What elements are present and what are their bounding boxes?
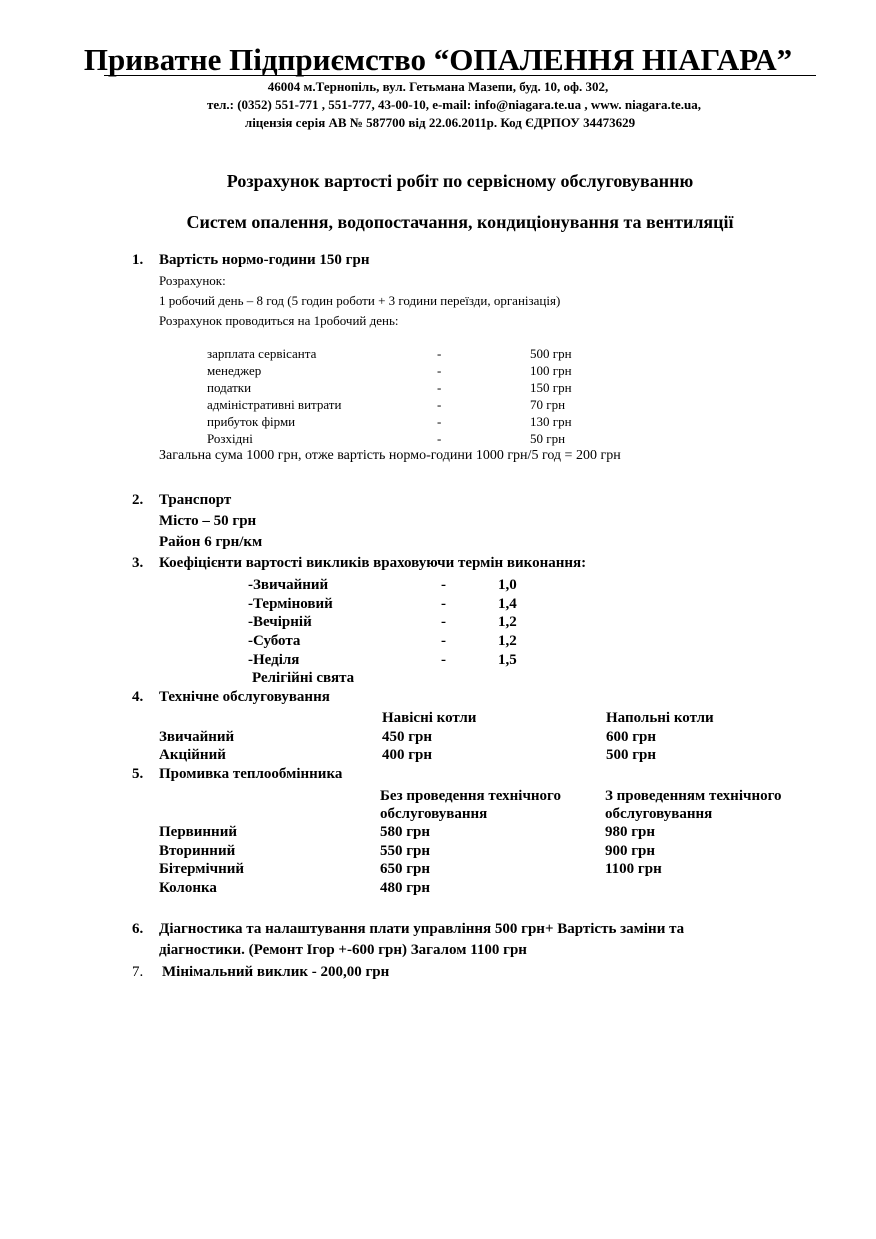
cost-item-name: прибуток фірми — [207, 414, 296, 429]
header-divider — [104, 75, 816, 76]
cost-item-value: 500 грн — [530, 346, 572, 361]
coefficient-dash: - — [441, 614, 446, 630]
price-cell: 400 грн — [382, 747, 433, 763]
cost-item-value: 50 грн — [530, 431, 566, 446]
row-label: Вторинний — [159, 843, 236, 859]
column-header: З проведенням технічного — [605, 788, 782, 804]
coefficient-dash: - — [441, 577, 446, 593]
section-3-heading: Коефіцієнти вартості викликів враховуючи термін виконання: — [159, 555, 587, 571]
cost-item-value: 70 грн — [530, 397, 566, 412]
coefficient-name: -Вечірній — [248, 614, 312, 630]
coefficient-value: 1,2 — [498, 614, 517, 630]
cost-item-value: 150 грн — [530, 380, 572, 395]
row-label: Первинний — [159, 824, 237, 840]
section-7-text: Мінімальний виклик - 200,00 грн — [162, 964, 390, 980]
price-cell: 980 грн — [605, 824, 656, 840]
company-name: Приватне Підприємство “ОПАЛЕННЯ НІАГАРА” — [83, 42, 793, 77]
row-label: Звичайний — [159, 729, 235, 745]
coefficient-name: -Терміновий — [248, 596, 333, 612]
column-header: Без проведення технічного — [380, 788, 561, 804]
cost-item-dash: - — [437, 380, 442, 395]
transport-city: Місто – 50 грн — [159, 513, 257, 529]
coefficient-dash: - — [441, 596, 446, 612]
religious-holidays-note: Релігійні свята — [252, 670, 355, 686]
section-7-number: 7. — [132, 964, 144, 980]
cost-item-name: податки — [207, 380, 252, 395]
cost-item-dash: - — [437, 363, 442, 378]
price-cell: 450 грн — [382, 729, 433, 745]
company-license: ліцензія серія АВ № 587700 від 22.06.2011р. Код ЄДРПОУ 34473629 — [244, 115, 636, 130]
company-contacts: тел.: (0352) 551-771 , 551-777, 43-00-10, e-mail: info@niagara.te.ua , www. niagara.te.ua, — [206, 97, 702, 112]
column-header: Навісні котли — [382, 710, 477, 726]
price-cell: 650 грн — [380, 861, 431, 877]
coefficient-name: -Звичайний — [248, 577, 329, 593]
section-1-line: Розрахунок проводиться на 1робочий день: — [159, 313, 399, 328]
column-header: обслуговування — [605, 806, 713, 822]
cost-item-name: Розхідні — [207, 431, 253, 446]
cost-item-dash: - — [437, 346, 442, 361]
price-cell: 550 грн — [380, 843, 431, 859]
cost-item-name: адміністративні витрати — [207, 397, 342, 412]
section-6-text: Діагностика та налаштування плати управління 500 грн+ Вартість заміни та — [159, 921, 685, 937]
column-header: Напольні котли — [606, 710, 714, 726]
section-1-line: Розрахунок: — [159, 273, 226, 288]
section-4-number: 4. — [132, 689, 144, 705]
coefficient-dash: - — [441, 652, 446, 668]
cost-item-dash: - — [437, 397, 442, 412]
cost-item-dash: - — [437, 414, 442, 429]
coefficient-value: 1,4 — [498, 596, 517, 612]
coefficient-name: -Неділя — [248, 652, 300, 668]
coefficient-dash: - — [441, 633, 446, 649]
section-2-heading: Транспорт — [159, 492, 232, 508]
section-1-total: Загальна сума 1000 грн, отже вартість нормо-години 1000 грн/5 год = 200 грн — [159, 448, 621, 463]
coefficient-value: 1,2 — [498, 633, 517, 649]
price-cell: 580 грн — [380, 824, 431, 840]
cost-item-name: менеджер — [207, 363, 262, 378]
cost-item-dash: - — [437, 431, 442, 446]
section-5-number: 5. — [132, 766, 144, 782]
price-cell: 600 грн — [606, 729, 657, 745]
section-1-line: 1 робочий день – 8 год (5 годин роботи + 3 години переїзди, організація) — [159, 293, 561, 308]
row-label: Колонка — [159, 880, 217, 896]
row-label: Бітермічний — [159, 861, 244, 877]
section-4-heading: Технічне обслуговування — [159, 689, 330, 705]
cost-item-name: зарплата сервісанта — [207, 346, 317, 361]
section-1-heading: Вартість нормо-години 150 грн — [159, 252, 370, 268]
document-subtitle: Систем опалення, водопостачання, кондиціонування та вентиляції — [186, 212, 734, 232]
section-6-number: 6. — [132, 921, 144, 937]
section-6-text: діагностики. (Ремонт Ігор +-600 грн) Загалом 1100 грн — [159, 942, 527, 958]
column-header: обслуговування — [380, 806, 488, 822]
section-2-number: 2. — [132, 492, 144, 508]
price-cell: 1100 грн — [605, 861, 662, 877]
row-label: Акційний — [159, 747, 226, 763]
coefficient-value: 1,0 — [498, 577, 517, 593]
price-cell: 480 грн — [380, 880, 431, 896]
price-cell: 900 грн — [605, 843, 656, 859]
document-title: Розрахунок вартості робіт по сервісному обслуговуванню — [226, 171, 694, 191]
section-5-heading: Промивка теплообмінника — [159, 766, 343, 782]
transport-district: Район 6 грн/км — [159, 534, 263, 550]
cost-item-value: 100 грн — [530, 363, 572, 378]
price-cell: 500 грн — [606, 747, 657, 763]
cost-item-value: 130 грн — [530, 414, 572, 429]
section-3-number: 3. — [132, 555, 144, 571]
coefficient-value: 1,5 — [498, 652, 517, 668]
section-1-number: 1. — [132, 252, 144, 268]
company-address: 46004 м.Тернопіль, вул. Гетьмана Мазепи, буд. 10, оф. 302, — [267, 79, 609, 94]
coefficient-name: -Субота — [248, 633, 301, 649]
